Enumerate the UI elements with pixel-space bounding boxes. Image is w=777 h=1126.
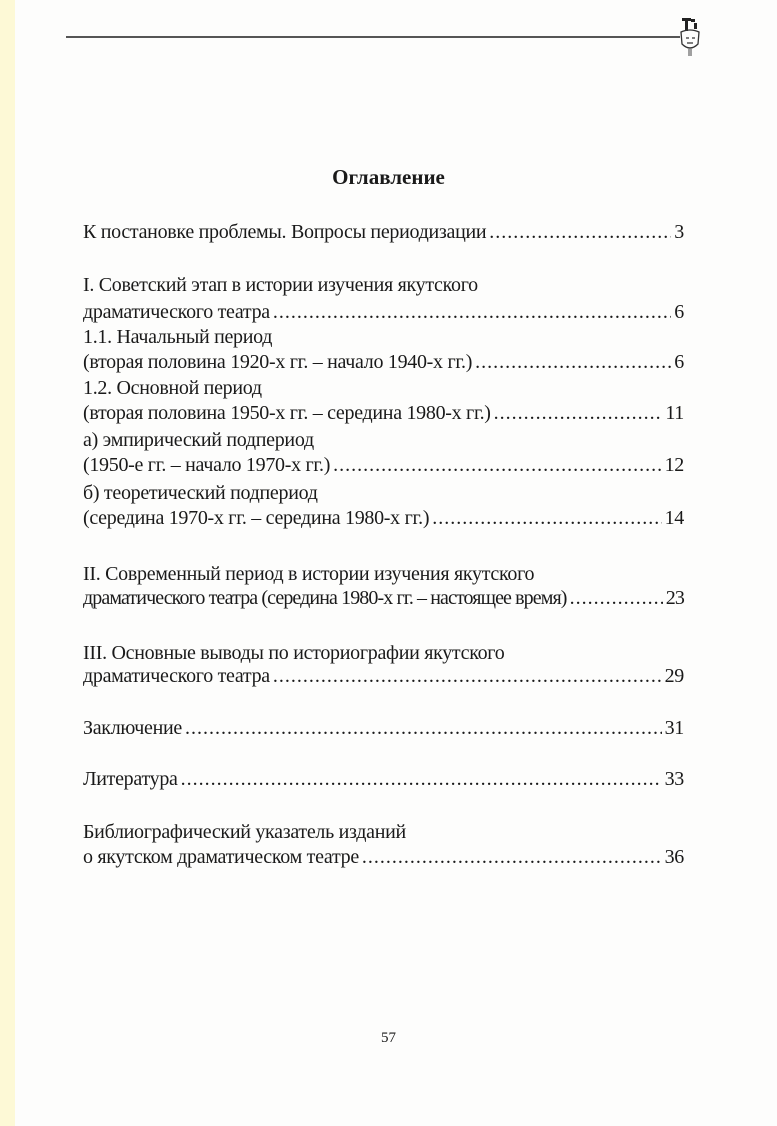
toc-entry: о якутском драматическом театре ..... 36 xyxy=(83,844,684,870)
toc-entry: драматического театра ..... 6 xyxy=(83,299,684,325)
publisher-logo-icon xyxy=(677,14,703,58)
toc-entry: (1950-е гг. – начало 1970-х гг.) ..... 12 xyxy=(83,452,684,478)
toc-entry-heading: 1.1. Начальный период xyxy=(83,326,273,348)
page-number: 57 xyxy=(381,1030,396,1046)
toc-entry-heading: б) теоретический подпериод xyxy=(83,482,318,504)
toc-entry-heading: 1.2. Основной период xyxy=(83,377,262,399)
toc-entry-heading: III. Основные выводы по историографии якутского xyxy=(83,642,505,664)
toc-entry: (вторая половина 1950-х гг. – середина 1980-х гг.) ..... 11 xyxy=(83,400,684,426)
toc-entry: (вторая половина 1920-х гг. – начало 1940-х гг.) ..... 6 xyxy=(83,349,684,375)
header-rule xyxy=(66,36,680,38)
toc-entry-heading: Библиографический указатель изданий xyxy=(83,821,406,843)
page-title: Оглавление xyxy=(332,165,445,189)
toc-entry: К постановке проблемы. Вопросы периодизации ..... 3 xyxy=(83,219,684,245)
toc-entry: Заключение ..... 31 xyxy=(83,715,684,741)
toc-entry: драматического театра (середина 1980-х гг. – настоящее время) ..... 23 xyxy=(83,585,684,611)
toc-entry: (середина 1970-х гг. – середина 1980-х гг.) ..... 14 xyxy=(83,505,684,531)
toc-entry-heading: I. Советский этап в истории изучения якутского xyxy=(83,274,478,296)
toc-entry-heading: II. Современный период в истории изучения якутского xyxy=(83,563,535,585)
toc-entry: драматического театра ..... 29 xyxy=(83,663,684,689)
toc-entry: Литература ..... 33 xyxy=(83,766,684,792)
toc-entry-heading: а) эмпирический подпериод xyxy=(83,429,314,451)
